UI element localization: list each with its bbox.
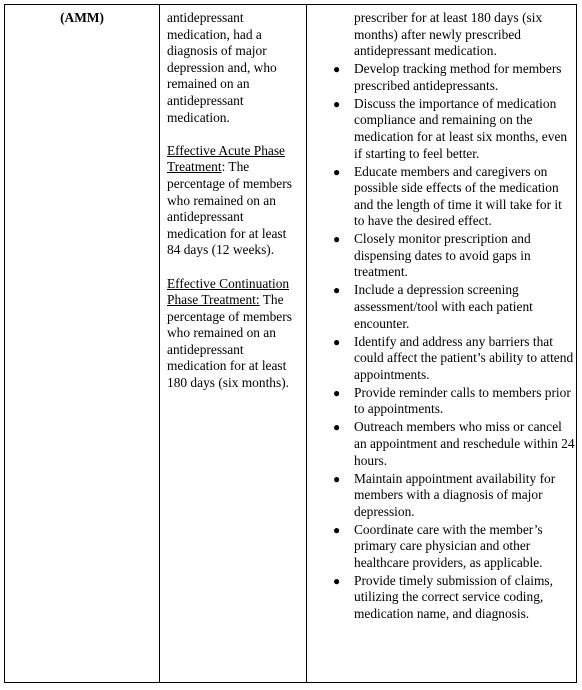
intervention-item	[315, 164, 575, 230]
intervention-list	[315, 10, 575, 623]
intervention-text: Educate members and caregivers on possible side effects of the medication and the length of time it will take for it to have the desired effect.	[354, 163, 562, 229]
intervention-item	[315, 96, 575, 162]
column-divider	[306, 5, 307, 682]
description-intro: antidepressant medication, had a diagnosis of major depression and, who remained on an antidepressant medication.	[167, 10, 277, 125]
intervention-item	[315, 573, 575, 623]
bullet-icon: ●	[333, 420, 341, 435]
intervention-text: Identify and address any barriers that could affect the patient’s ability to attend appointments.	[354, 333, 574, 382]
intervention-item	[315, 522, 575, 572]
intervention-text: Discuss the importance of medication compliance and remaining on the medication for at least six months, even if starting to feel better.	[354, 95, 568, 161]
acute-phase-text: The percentage of members who remained on an antidepressant medication for at least 84 days (12 weeks).	[167, 159, 292, 258]
intervention-item	[315, 471, 575, 521]
intervention-item	[315, 334, 575, 384]
bullet-icon: ●	[333, 96, 341, 111]
measure-label-cell	[5, 10, 159, 27]
continuation-phase-text: The percentage of members who remained on an antidepressant medication for at least 180 days (six months).	[167, 292, 292, 391]
acute-phase-sep: :	[221, 159, 229, 175]
column-divider	[159, 5, 160, 682]
bullet-icon: ●	[333, 283, 341, 298]
bullet-icon: ●	[333, 232, 341, 247]
intervention-continued	[315, 10, 575, 60]
intervention-text: Provide timely submission of claims, utilizing the correct service coding, medication name, and diagnosis.	[354, 572, 553, 622]
intervention-text: Coordinate care with the member’s primary care physician and other healthcare providers, as applicable.	[354, 521, 543, 570]
bullet-icon: ●	[333, 471, 341, 486]
bullet-icon: ●	[333, 334, 341, 349]
description-cell	[167, 10, 303, 392]
continuation-phase-paragraph	[167, 276, 303, 392]
intervention-continued-text: prescriber for at least 180 days (six months) after newly prescribed antidepressant medication.	[354, 10, 543, 59]
intervention-item	[315, 282, 575, 332]
intervention-item	[315, 231, 575, 281]
continuation-phase-title: Effective Continuation Phase Treatment:	[167, 275, 290, 308]
intervention-item	[315, 61, 575, 94]
interventions-cell	[315, 10, 575, 624]
measure-label: (AMM)	[60, 10, 104, 25]
bullet-icon: ●	[333, 573, 341, 588]
bullet-icon: ●	[333, 385, 341, 400]
bullet-icon: ●	[333, 62, 341, 77]
bullet-icon: ●	[333, 522, 341, 537]
intervention-item	[315, 385, 575, 418]
intervention-text: Develop tracking method for members prescribed antidepressants.	[354, 61, 562, 93]
intervention-text: Maintain appointment availability for members with a diagnosis of major depression.	[354, 470, 556, 519]
bullet-icon: ●	[333, 164, 341, 179]
acute-phase-paragraph	[167, 143, 303, 259]
intervention-text: Closely monitor prescription and dispensing dates to avoid gaps in treatment.	[354, 231, 531, 280]
intervention-text: Outreach members who miss or cancel an appointment and reschedule within 24 hours.	[354, 419, 575, 468]
intervention-item	[315, 419, 575, 469]
intervention-text: Include a depression screening assessment/tool with each patient encounter.	[354, 282, 533, 331]
intervention-text: Provide reminder calls to members prior to appointments.	[354, 384, 571, 417]
acute-phase-title: Effective Acute Phase Treatment	[167, 142, 285, 175]
measure-table	[4, 4, 577, 683]
